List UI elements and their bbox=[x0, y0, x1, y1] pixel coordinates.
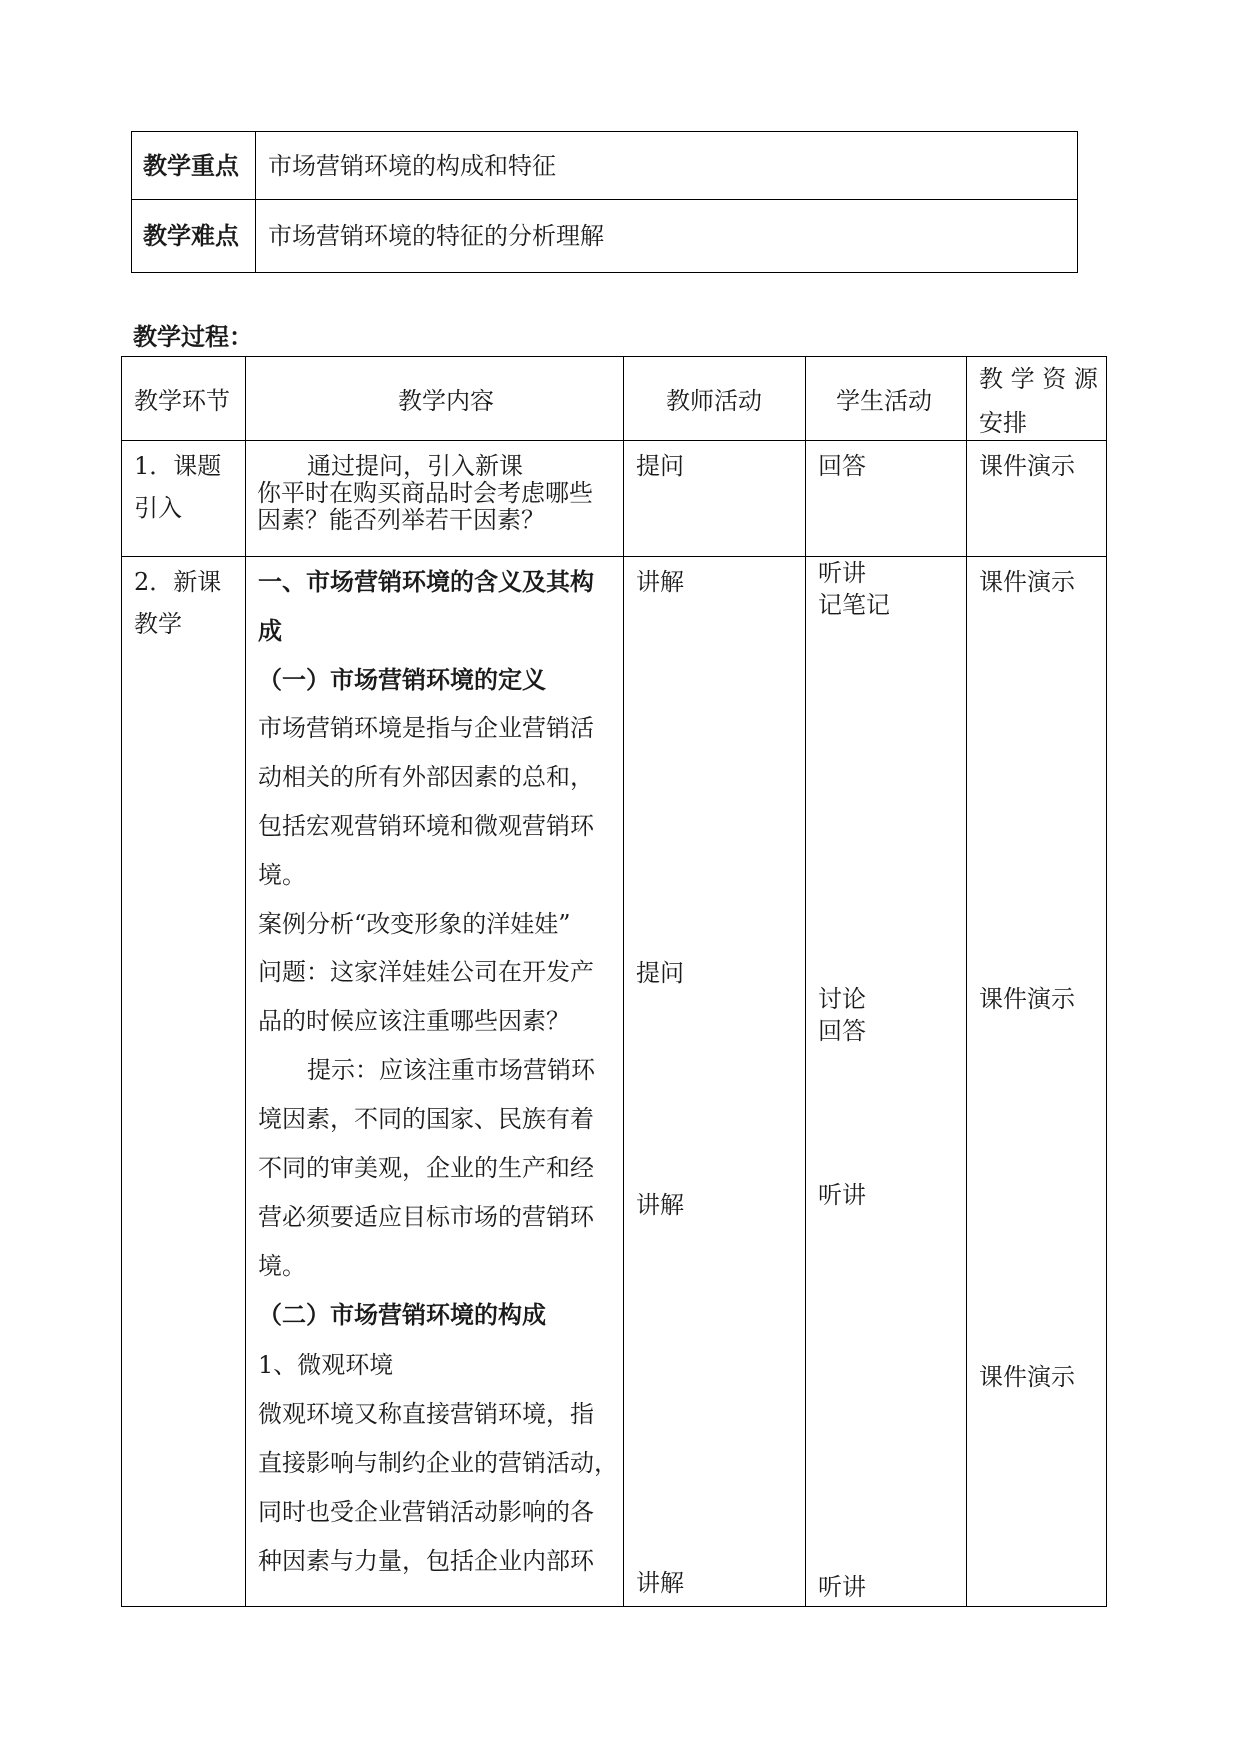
header-content: 教学内容 bbox=[398, 387, 494, 415]
content-heading: 一、市场营销环境的含义及其构 bbox=[258, 568, 594, 596]
difficulty-label: 教学难点 bbox=[143, 222, 239, 250]
content-line: 品的时候应该注重哪些因素？ bbox=[258, 1007, 570, 1035]
row2-student: 听讲 bbox=[818, 1181, 866, 1209]
content-line: 微观环境又称直接营销环境，指 bbox=[258, 1400, 594, 1428]
row1-content-line: 因素？能否列举若干因素？ bbox=[257, 506, 545, 534]
row2-student: 听讲 bbox=[818, 1573, 866, 1601]
content-line: 市场营销环境是指与企业营销活 bbox=[258, 714, 594, 742]
row2-stage-2: 教学 bbox=[134, 610, 182, 638]
content-line: 境。 bbox=[258, 861, 306, 889]
row2-student: 记笔记 bbox=[818, 591, 890, 619]
content-line: 包括宏观营销环境和微观营销环 bbox=[258, 812, 594, 840]
row2-teacher: 讲解 bbox=[636, 1191, 684, 1219]
row2-resource: 课件演示 bbox=[979, 985, 1075, 1013]
row2-student: 听讲 bbox=[818, 559, 866, 587]
content-line: 1、微观环境 bbox=[258, 1351, 394, 1379]
header-student: 学生活动 bbox=[836, 387, 932, 415]
row2-student: 讨论 bbox=[818, 985, 866, 1013]
content-line: 直接影响与制约企业的营销活动， bbox=[258, 1449, 618, 1477]
content-line: 境因素，不同的国家、民族有着 bbox=[258, 1105, 594, 1133]
content-line: 提示：应该注重市场营销环 bbox=[307, 1056, 595, 1084]
header-teacher: 教师活动 bbox=[666, 387, 762, 415]
process-title: 教学过程： bbox=[133, 323, 253, 351]
row2-teacher: 讲解 bbox=[636, 568, 684, 596]
content-line: 不同的审美观，企业的生产和经 bbox=[258, 1154, 594, 1182]
row2-teacher: 讲解 bbox=[636, 1569, 684, 1597]
header-resource-2: 安排 bbox=[979, 409, 1027, 437]
content-line: 种因素与力量，包括企业内部环 bbox=[258, 1547, 594, 1575]
content-subheading: （一）市场营销环境的定义 bbox=[258, 666, 546, 694]
row2-stage: 2．新课 bbox=[134, 568, 222, 596]
row2-teacher: 提问 bbox=[636, 959, 684, 987]
row1-resource: 课件演示 bbox=[979, 452, 1075, 480]
content-line: 问题：这家洋娃娃公司在开发产 bbox=[258, 958, 594, 986]
header-resource: 教 学 资 源 bbox=[979, 365, 1098, 393]
row2-student: 回答 bbox=[818, 1017, 866, 1045]
content-line: 动相关的所有外部因素的总和， bbox=[258, 763, 594, 791]
row1-stage: 1．课题 bbox=[134, 452, 222, 480]
row1-student: 回答 bbox=[818, 452, 866, 480]
content-line: 同时也受企业营销活动影响的各 bbox=[258, 1498, 594, 1526]
row2-resource: 课件演示 bbox=[979, 568, 1075, 596]
row1-content-line: 通过提问，引入新课 bbox=[307, 452, 523, 480]
content-line: 案例分析“改变形象的洋娃娃” bbox=[258, 910, 571, 938]
content-line: 境。 bbox=[258, 1252, 306, 1280]
row1-teacher: 提问 bbox=[636, 452, 684, 480]
difficulty-value: 市场营销环境的特征的分析理解 bbox=[268, 222, 604, 250]
content-subheading: （二）市场营销环境的构成 bbox=[258, 1301, 546, 1329]
key-point-value: 市场营销环境的构成和特征 bbox=[268, 152, 556, 180]
content-line: 营必须要适应目标市场的营销环 bbox=[258, 1203, 594, 1231]
key-point-label: 教学重点 bbox=[143, 152, 239, 180]
header-stage: 教学环节 bbox=[134, 387, 230, 415]
content-heading: 成 bbox=[258, 617, 282, 645]
row1-stage-2: 引入 bbox=[134, 494, 182, 522]
row2-resource: 课件演示 bbox=[979, 1363, 1075, 1391]
row1-content-line: 你平时在购买商品时会考虑哪些 bbox=[257, 479, 593, 507]
